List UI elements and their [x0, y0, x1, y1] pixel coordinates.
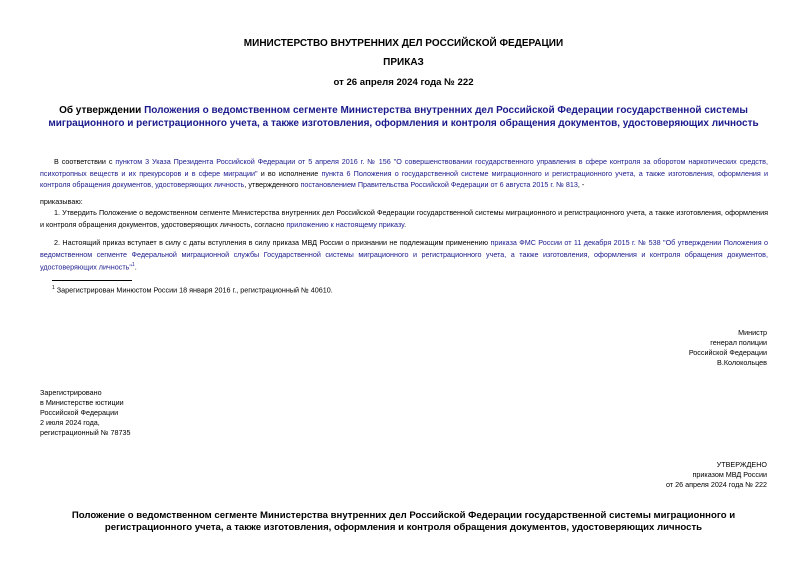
approval-block — [666, 460, 767, 490]
item-2-end: . — [134, 262, 137, 272]
registration-line: Российской Федерации — [40, 408, 119, 417]
order-title-link[interactable]: Положения о ведомственном сегменте Министерства внутренних дел Российской Федерации государственной системы миграционного и регистрационного учета, а также изготовления, оформления и контроля обращения документов, удостоверяющих личность — [48, 105, 759, 129]
preamble-paragraph — [40, 156, 768, 191]
footnote-reference[interactable]: 1 — [131, 262, 135, 268]
item-2 — [40, 237, 768, 273]
item-2-text: 2. Настоящий приказ вступает в силу с даты вступления в силу приказа МВД России о признании не подлежащим применению — [54, 238, 491, 247]
item-1 — [40, 207, 768, 230]
item-1-text: 1. Утвердить Положение о ведомственном сегменте Министерства внутренних дел Российской Федерации государственной системы миграционного и регистрационного учета, а также изготовления, оформления и контроля обращения документов, удостоверяющих личность, согласно — [40, 208, 768, 229]
order-word: приказываю: — [40, 197, 83, 206]
signature-line: генерал полиции — [710, 338, 767, 347]
doc-date-number: от 26 апреля 2024 года № 222 — [333, 77, 474, 88]
approval-line: от 26 апреля 2024 года № 222 — [665, 480, 767, 489]
doc-type-heading: ПРИКАЗ — [383, 57, 424, 68]
footnote-divider — [52, 280, 132, 281]
footnote-marker: 1 — [52, 285, 55, 291]
signature-name: В.Колокольцев — [717, 358, 767, 367]
preamble-text-2: и во исполнение — [257, 168, 322, 178]
preamble-link-decree[interactable]: пунктом 3 Указа Президента Российской Федерации от 5 апреля 2016 г. № 156 "О совершенствовании государственного управления в сфере контроля за оборотом наркотических средств, психотропных веществ и их прекурсоров и в сфере миграции" — [40, 157, 768, 178]
footnote — [52, 285, 333, 294]
registration-line: регистрационный № 78735 — [40, 428, 131, 437]
registration-line: в Министерстве юстиции — [40, 398, 124, 407]
preamble-link-regulation[interactable]: пункта 6 Положения о государственной системе миграционного и регистрационного учета, а также изготовления, оформления и контроля обращения документов, удостоверяющих личность — [40, 168, 768, 189]
registration-line: Зарегистрировано — [40, 388, 102, 397]
approval-line: УТВЕРЖДЕНО — [716, 460, 767, 469]
item-2-link-fms-order[interactable]: приказа ФМС России от 11 декабря 2015 г. № 538 "Об утверждении Положения о ведомственном сегменте Федеральной миграционной службы Государственной системы миграционного и регистрационного учета, а также изготовления, оформления и контроля обращения документов, удостоверяющих личность" — [40, 238, 768, 272]
preamble-text-4: , - — [577, 180, 585, 189]
signature-line: Российской Федерации — [688, 348, 767, 357]
registration-line: 2 июля 2024 года, — [40, 418, 100, 427]
preamble-text-3: , утвержденного — [244, 180, 301, 189]
signature-line: Министр — [738, 328, 767, 337]
signature-block — [689, 328, 767, 368]
item-1-link-appendix[interactable]: приложению к настоящему приказу — [286, 219, 405, 229]
registration-block — [40, 388, 130, 438]
preamble-text-1: В соответствии с — [54, 157, 116, 166]
order-title-prefix: Об утверждении — [59, 105, 145, 116]
footnote-text: Зарегистрирован Минюстом России 18 января 2016 г., регистрационный № 40610. — [56, 285, 333, 295]
order-title — [40, 105, 767, 130]
item-1-end: . — [404, 219, 407, 229]
approval-line: приказом МВД России — [692, 470, 767, 479]
appendix-title: Положение о ведомственном сегменте Министерства внутренних дел Российской Федерации государственной системы миграционного и регистрационного учета, а также изготовления, оформления и контроля обращения документов, удостоверяющих личность — [71, 510, 736, 533]
preamble-link-resolution[interactable]: постановлением Правительства Российской Федерации от 6 августа 2015 г. № 813 — [300, 180, 578, 189]
ministry-heading: МИНИСТЕРСТВО ВНУТРЕННИХ ДЕЛ РОССИЙСКОЙ ФЕДЕРАЦИИ — [243, 38, 564, 49]
